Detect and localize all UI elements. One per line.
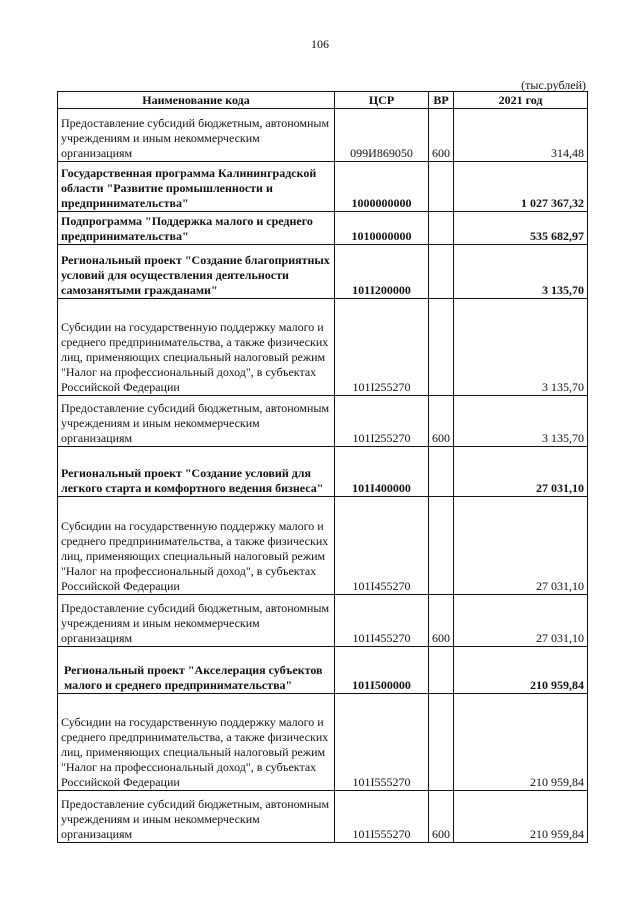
row-csr: 1000000000 xyxy=(335,162,429,212)
row-amount: 1 027 367,32 xyxy=(454,162,588,212)
row-csr: 101I555270 xyxy=(335,694,429,791)
table-row xyxy=(58,694,588,791)
header-csr: ЦСР xyxy=(335,92,429,109)
row-name: Субсидии на государственную поддержку малого и среднего предпринимательства, а также физических лиц, применяющих специальный налоговый режим "Налог на профессиональный доход", в субъектах Российской Федерации xyxy=(58,694,335,791)
row-vr: 600 xyxy=(429,791,454,843)
row-name: Региональный проект "Акселерация субъектов малого и среднего предпринимательства" xyxy=(58,647,335,694)
row-name: Предоставление субсидий бюджетным, автономным учреждениям и иным некоммерческим организациям xyxy=(58,595,335,647)
row-name: Региональный проект "Создание условий для легкого старта и комфортного ведения бизнеса" xyxy=(58,447,335,497)
row-vr xyxy=(429,694,454,791)
row-amount: 210 959,84 xyxy=(454,694,588,791)
row-name: Предоставление субсидий бюджетным, автономным учреждениям и иным некоммерческим организациям xyxy=(58,396,335,447)
row-amount: 27 031,10 xyxy=(454,497,588,595)
row-amount: 210 959,84 xyxy=(454,647,588,694)
row-amount: 27 031,10 xyxy=(454,447,588,497)
table-row xyxy=(58,595,588,647)
row-csr: 101I255270 xyxy=(335,396,429,447)
row-vr xyxy=(429,497,454,595)
row-csr: 101I200000 xyxy=(335,245,429,299)
row-amount: 314,48 xyxy=(454,109,588,162)
table-row xyxy=(58,447,588,497)
row-name: Субсидии на государственную поддержку малого и среднего предпринимательства, а также физических лиц, применяющих специальный налоговый режим "Налог на профессиональный доход", в субъектах Российской Федерации xyxy=(58,299,335,396)
row-csr: 101I555270 xyxy=(335,791,429,843)
units-label: (тыс.рублей) xyxy=(521,78,586,92)
row-csr: 101I455270 xyxy=(335,595,429,647)
row-vr: 600 xyxy=(429,595,454,647)
row-vr xyxy=(429,245,454,299)
row-name: Государственная программа Калининградской области "Развитие промышленности и предпринимательства" xyxy=(58,162,335,212)
row-csr: 099И869050 xyxy=(335,109,429,162)
table-row xyxy=(58,212,588,245)
row-vr: 600 xyxy=(429,109,454,162)
row-amount: 3 135,70 xyxy=(454,245,588,299)
row-amount: 3 135,70 xyxy=(454,299,588,396)
row-amount: 3 135,70 xyxy=(454,396,588,447)
row-name: Субсидии на государственную поддержку малого и среднего предпринимательства, а также физических лиц, применяющих специальный налоговый режим "Налог на профессиональный доход", в субъектах Российской Федерации xyxy=(58,497,335,595)
row-amount: 210 959,84 xyxy=(454,791,588,843)
table-row xyxy=(58,396,588,447)
row-csr: 1010000000 xyxy=(335,212,429,245)
table-row xyxy=(58,162,588,212)
header-vr: ВР xyxy=(429,92,454,109)
header-name: Наименование кода xyxy=(58,92,335,109)
table-row xyxy=(58,791,588,843)
row-amount: 535 682,97 xyxy=(454,212,588,245)
header-year: 2021 год xyxy=(454,92,588,109)
row-vr xyxy=(429,447,454,497)
row-csr: 101I400000 xyxy=(335,447,429,497)
row-vr: 600 xyxy=(429,396,454,447)
row-csr: 101I500000 xyxy=(335,647,429,694)
row-name: Подпрограмма "Поддержка малого и среднего предпринимательства" xyxy=(58,212,335,245)
row-csr: 101I255270 xyxy=(335,299,429,396)
row-name: Региональный проект "Создание благоприятных условий для осуществления деятельности самозанятыми гражданами" xyxy=(58,245,335,299)
row-csr: 101I455270 xyxy=(335,497,429,595)
row-vr xyxy=(429,162,454,212)
table-header-row xyxy=(58,92,588,109)
row-vr xyxy=(429,212,454,245)
table-row xyxy=(58,299,588,396)
budget-table xyxy=(57,91,588,843)
table-row xyxy=(58,245,588,299)
row-amount: 27 031,10 xyxy=(454,595,588,647)
row-name: Предоставление субсидий бюджетным, автономным учреждениям и иным некоммерческим организациям xyxy=(58,791,335,843)
table-row xyxy=(58,497,588,595)
table-row xyxy=(58,647,588,694)
table-row xyxy=(58,109,588,162)
page-number: 106 xyxy=(311,37,329,51)
row-name: Предоставление субсидий бюджетным, автономным учреждениям и иным некоммерческим организациям xyxy=(58,109,335,162)
row-vr xyxy=(429,299,454,396)
row-vr xyxy=(429,647,454,694)
